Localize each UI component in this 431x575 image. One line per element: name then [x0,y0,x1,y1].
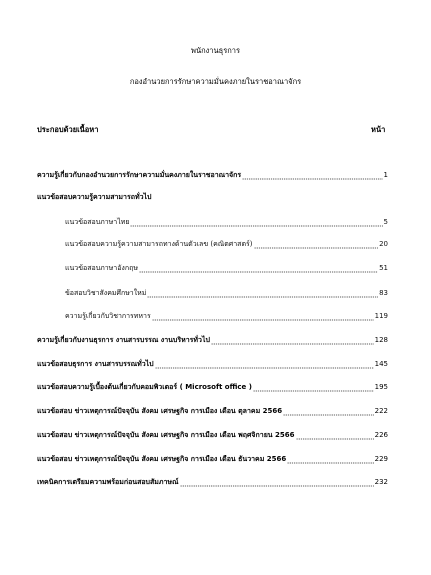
document-title: พนักงานธุรการ [191,46,240,55]
toc-entry-page: 145 [374,360,388,368]
leader-dots [283,409,374,416]
leader-dots [254,242,379,249]
toc-entry-label: แนวข้อสอบ ข่าวเหตุการณ์ปัจจุบัน สังคม เศรษฐกิจ การเมือง เดือน พฤศจิกายน 2566 [37,431,295,439]
toc-page-heading: หน้า [371,125,386,134]
toc-entry-label: แนวข้อสอบความรู้ความสามารถทั่วไป [37,193,152,201]
toc-entry[interactable] [65,239,388,249]
toc-contents-heading: ประกอบด้วยเนื้อหา [37,125,99,134]
toc-entry-page: 222 [374,407,388,415]
leader-dots [242,173,382,180]
leader-dots [152,314,374,321]
toc-section-heading [37,192,388,202]
toc-entry-page: 5 [383,218,388,226]
toc-entry-label: แนวข้อสอบความรู้เบื้องต้นเกี่ยวกับคอมพิวเตอร์ ( Microsoft office ) [37,383,252,391]
toc-entry[interactable] [37,454,388,464]
toc-entry[interactable] [37,477,388,487]
toc-entry-page: 119 [374,312,388,320]
toc-entry-label: ความรู้เกี่ยวกับวิชาการทหาร [65,312,151,320]
leader-dots [211,338,374,345]
toc-entry-label: ความรู้เกี่ยวกับงานธุรการ งานสารบรรณ งานบริหารทั่วไป [37,336,210,344]
leader-dots [296,433,374,440]
toc-entry-page: 195 [374,383,388,391]
toc-entry-label: ข้อสอบวิชาสังคมศึกษาใหม่ [65,289,147,297]
leader-dots [155,362,374,369]
toc-entry-page: 229 [374,455,388,463]
toc-entry-label: แนวข้อสอบธุรการ งานสารบรรณทั่วไป [37,360,154,368]
toc-entry-label: ความรู้เกี่ยวกับกองอำนวยการรักษาความมั่นคงภายในราชอาณาจักร [37,171,242,179]
toc-entry[interactable] [65,288,388,298]
leader-dots [287,457,373,464]
toc-entry-page: 83 [379,289,388,297]
toc-entry[interactable] [65,263,388,273]
toc-entry-label: แนวข้อสอบความรู้ความสามารถทางด้านตัวเลข (คณิตศาสตร์) [65,240,253,248]
toc-entry-page: 20 [379,240,388,248]
toc-entry[interactable] [37,406,388,416]
toc-entry-page: 232 [374,478,388,486]
document-subtitle: กองอำนวยการรักษาความมั่นคงภายในราชอาณาจักร [129,77,302,86]
toc-entry-page: 226 [374,431,388,439]
toc-entry-page: 1 [383,171,388,179]
leader-dots [139,266,378,273]
toc-entry[interactable] [37,359,388,369]
toc-entry-label: แนวข้อสอบ ข่าวเหตุการณ์ปัจจุบัน สังคม เศรษฐกิจ การเมือง เดือน ธันวาคม 2566 [37,455,287,463]
toc-entry[interactable] [65,311,388,321]
toc-entry-label: เทคนิคการเตรียมความพร้อมก่อนสอบสัมภาษณ์ [37,478,179,486]
toc-entry-page: 51 [379,264,388,272]
toc-entry[interactable] [37,170,388,180]
leader-dots [130,220,382,227]
toc-entry-label: แนวข้อสอบ ข่าวเหตุการณ์ปัจจุบัน สังคม เศรษฐกิจ การเมือง เดือน ตุลาคม 2566 [37,407,283,415]
toc-entry-label: แนวข้อสอบภาษาอังกฤษ [65,264,138,272]
toc-entry-page: 128 [374,336,388,344]
leader-dots [180,480,374,487]
toc-entry[interactable] [37,430,388,440]
leader-dots [253,385,374,392]
toc-entry-label: แนวข้อสอบภาษาไทย [65,218,130,226]
toc-entry[interactable] [65,217,388,227]
leader-dots [147,291,378,298]
toc-entry[interactable] [37,335,388,345]
toc-entry[interactable] [37,382,388,392]
